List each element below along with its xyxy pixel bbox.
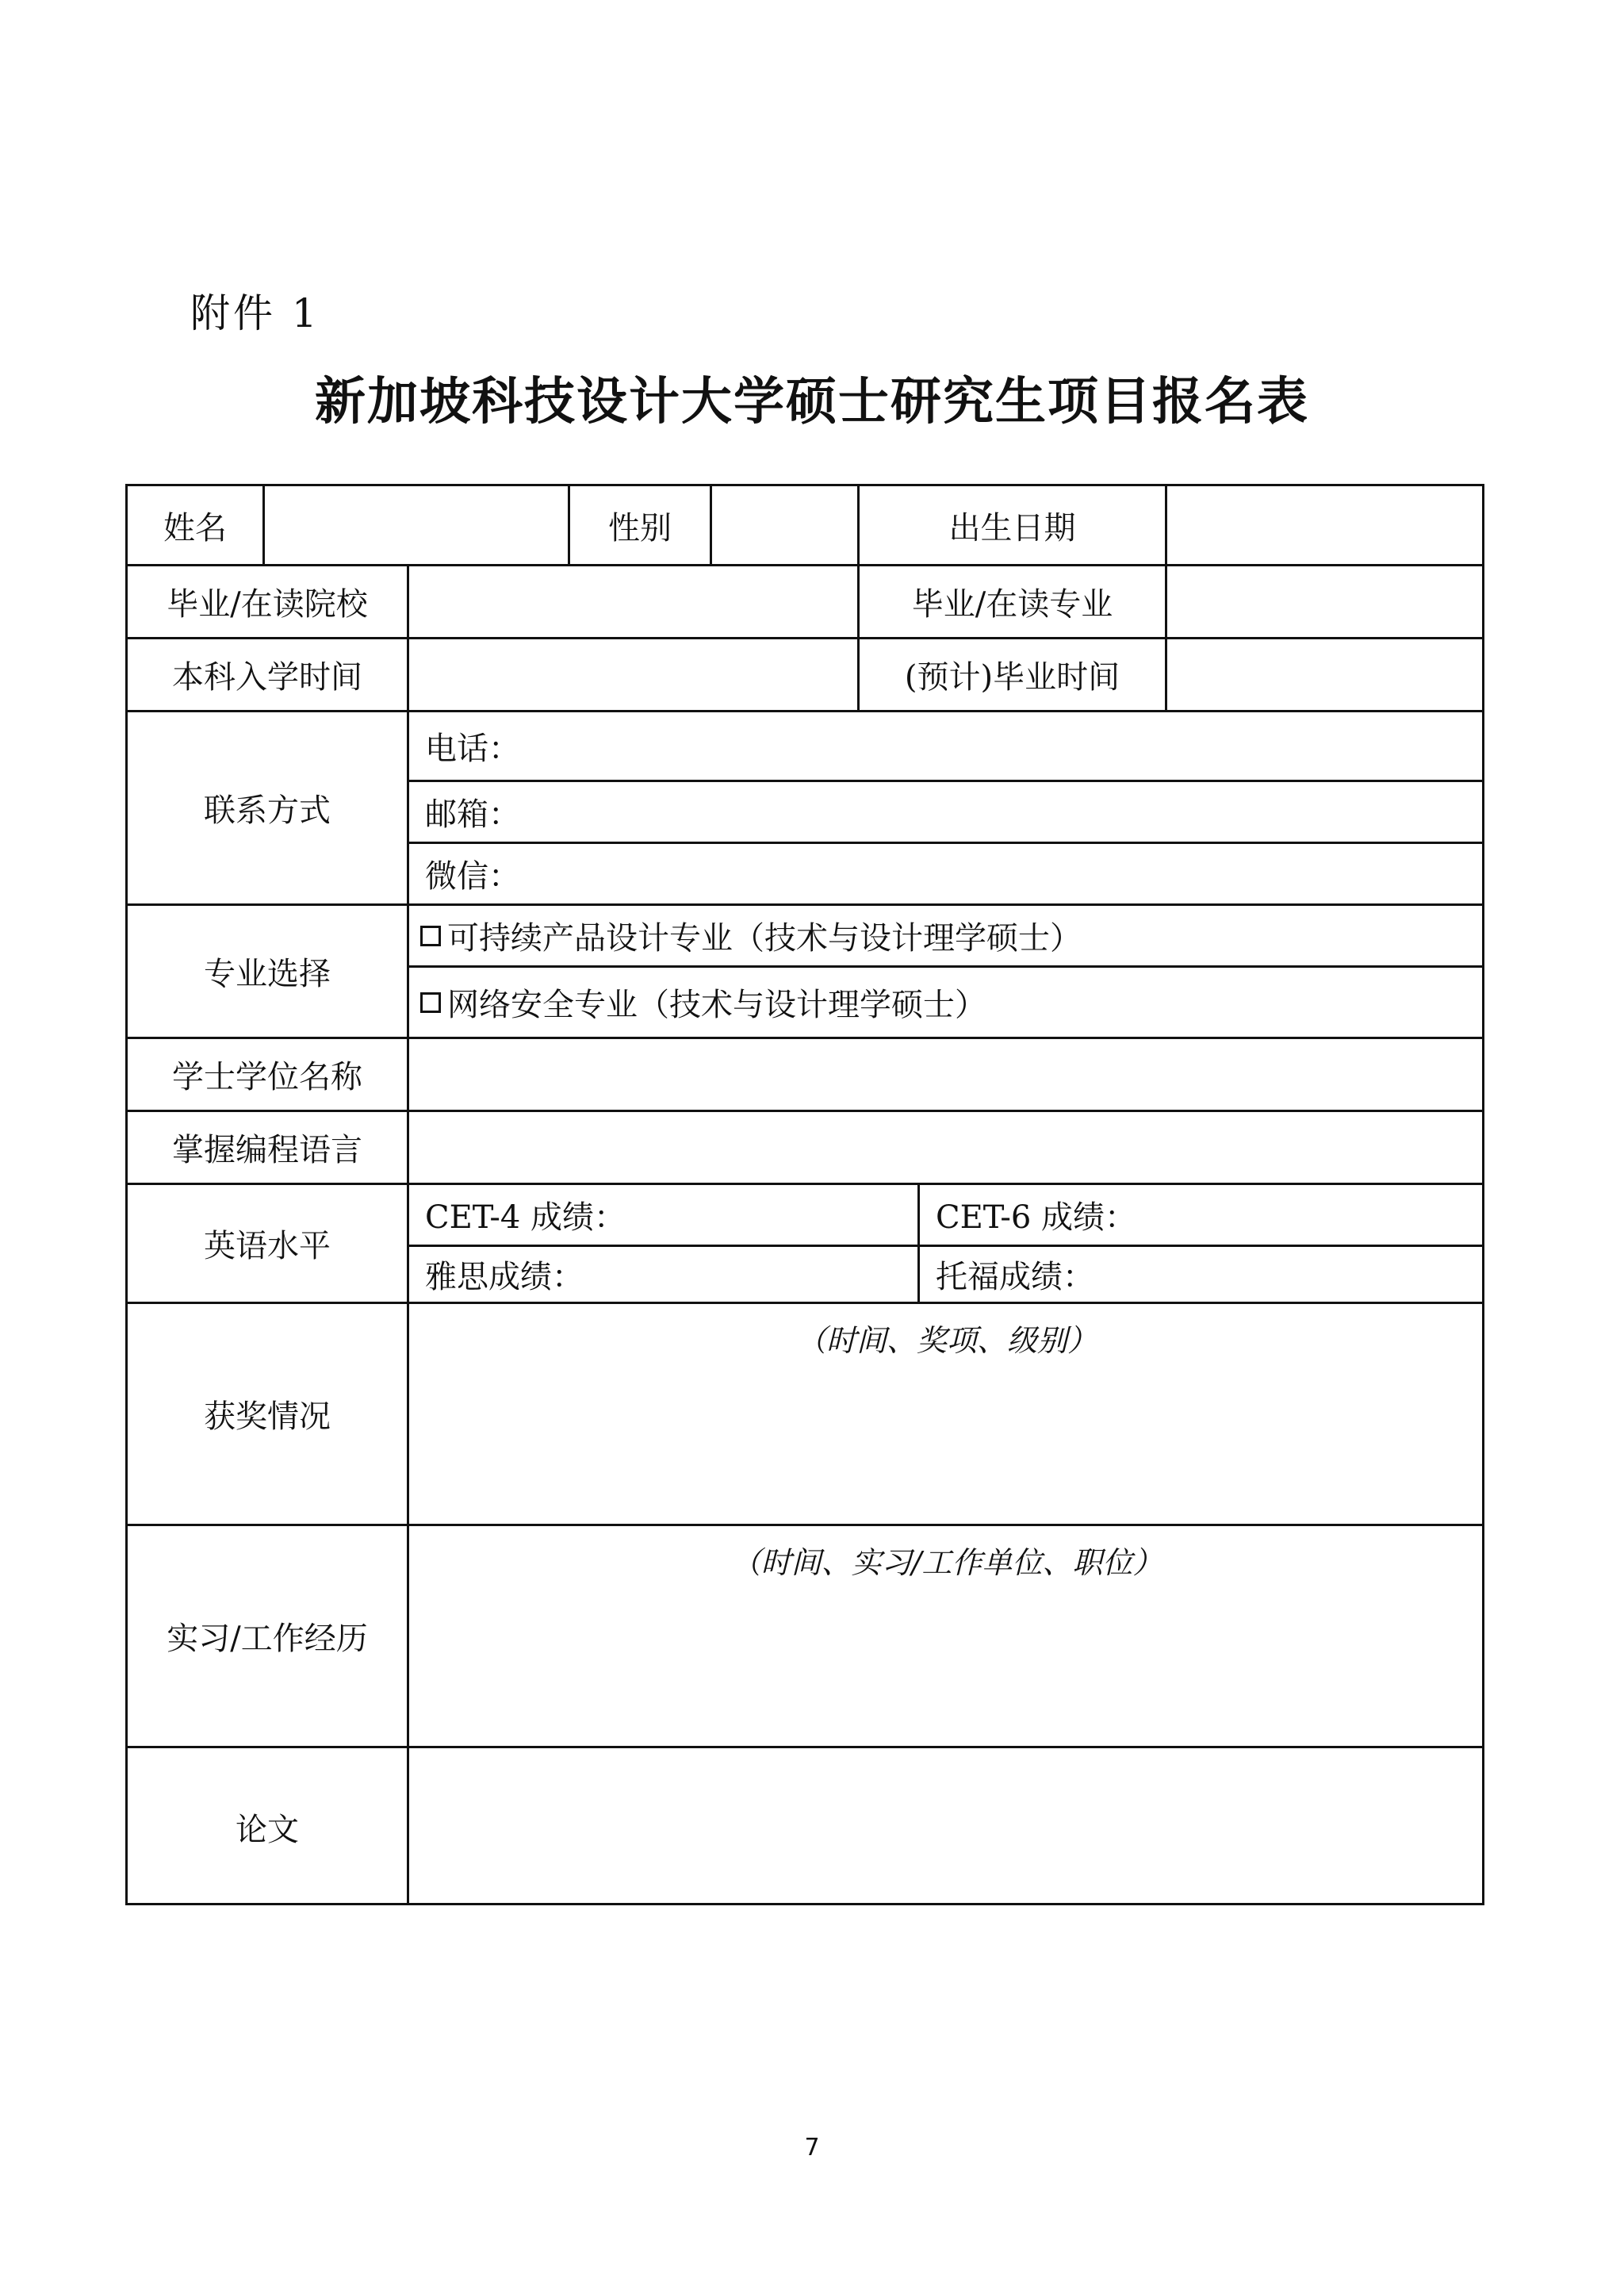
awards-label: 获奖情况	[204, 1398, 331, 1435]
english-label: 英语水平	[204, 1228, 331, 1264]
major-field[interactable]	[1167, 566, 1484, 637]
school-label: 毕业/在读院校	[167, 586, 368, 623]
email-label: 邮箱：	[425, 796, 520, 833]
cet6-label: CET-6 成绩：	[936, 1199, 1137, 1236]
experience-label: 实习/工作经历	[167, 1621, 368, 1657]
cet6-field[interactable]	[920, 1185, 1484, 1245]
ielts-field[interactable]	[409, 1247, 917, 1302]
name-field[interactable]	[265, 486, 568, 564]
cet4-field[interactable]	[409, 1185, 917, 1245]
program-option-security[interactable]	[409, 968, 1484, 1037]
toefl-label: 托福成绩：	[936, 1259, 1094, 1295]
birth-date-field[interactable]	[1167, 486, 1484, 564]
checkbox-icon[interactable]	[420, 992, 441, 1013]
gender-label: 性别	[608, 509, 672, 547]
gender-field[interactable]	[712, 486, 857, 564]
phone-label: 电话：	[425, 731, 520, 767]
application-form	[125, 484, 1484, 1905]
annex-label: 附件 1	[190, 290, 320, 336]
major-label: 毕业/在读专业	[911, 586, 1113, 623]
programming-field[interactable]	[409, 1112, 1484, 1183]
school-field[interactable]	[409, 566, 857, 637]
experience-hint: （时间、实习/工作单位、职位）	[730, 1545, 1163, 1580]
phone-field[interactable]	[409, 712, 1484, 780]
ielts-label: 雅思成绩：	[425, 1259, 584, 1295]
graduation-time-label: (预计)毕业时间	[904, 659, 1120, 696]
name-label: 姓名	[163, 509, 227, 547]
contact-label: 联系方式	[204, 792, 331, 829]
thesis-label: 论文	[236, 1811, 299, 1848]
awards-hint: （时间、奖项、级别）	[795, 1323, 1097, 1358]
enrollment-time-label: 本科入学时间	[172, 659, 362, 696]
degree-field[interactable]	[409, 1039, 1484, 1110]
cet4-label: CET-4 成绩：	[425, 1199, 626, 1236]
program-option-1-label: 可持续产品设计专业（技术与设计理学硕士）	[447, 920, 1082, 957]
email-field[interactable]	[409, 782, 1484, 842]
programming-label: 掌握编程语言	[172, 1132, 362, 1168]
wechat-field[interactable]	[409, 844, 1484, 903]
wechat-label: 微信：	[425, 858, 520, 895]
birth-date-label: 出生日期	[948, 509, 1076, 547]
program-option-2-label: 网络安全专业（技术与设计理学硕士）	[447, 987, 986, 1023]
checkbox-icon[interactable]	[420, 926, 441, 946]
degree-label: 学士学位名称	[172, 1059, 362, 1095]
graduation-time-field[interactable]	[1167, 639, 1484, 710]
toefl-field[interactable]	[920, 1247, 1484, 1302]
form-title: 新加坡科技设计大学硕士研究生项目报名表	[315, 372, 1309, 432]
page-number: 7	[804, 2134, 820, 2161]
program-option-sustainable[interactable]	[409, 906, 1484, 965]
enrollment-time-field[interactable]	[409, 639, 857, 710]
thesis-field[interactable]	[409, 1748, 1484, 1905]
program-label: 专业选择	[204, 956, 331, 992]
